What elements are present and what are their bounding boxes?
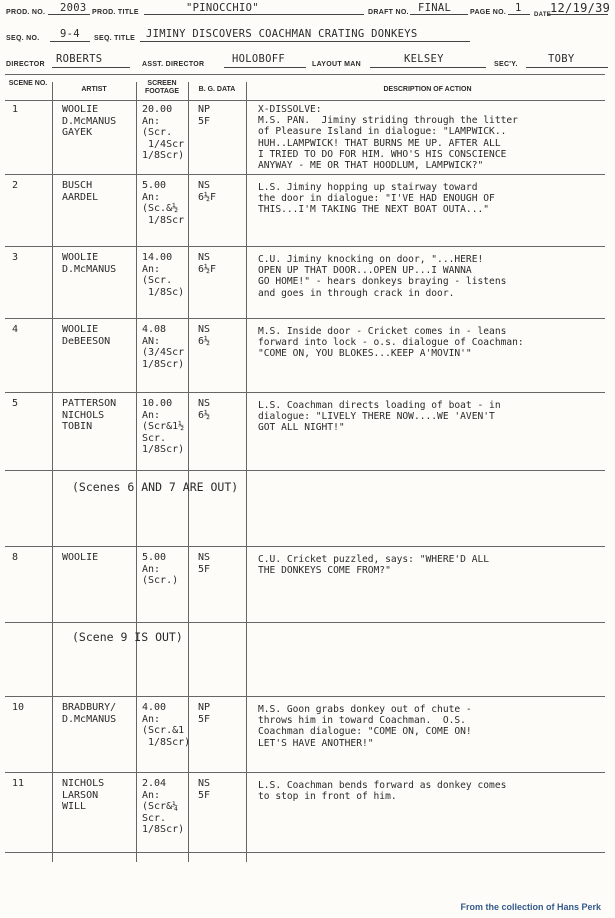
header-row-2 bbox=[0, 26, 615, 48]
scene-no: 10 bbox=[12, 702, 25, 713]
scene-no: 4 bbox=[12, 324, 19, 335]
scene-no: 1 bbox=[12, 104, 19, 115]
description: X-DISSOLVE: M.S. PAN. Jiminy striding through the litter of Pleasure Island in dialogue: "LAMPWICK.. HUH..LAMPWICK! THAT BURNS ME UP. AFTER ALL I TRIED TO DO FOR HIM. WHO'S HIS CONSCIENCE ANYWAY - ME OR THAT HOODLUM, LAMPWICK?" bbox=[258, 104, 518, 172]
director-label: DIRECTOR bbox=[6, 61, 45, 68]
col-screen-footage: SCREEN FOOTAGE bbox=[144, 80, 180, 95]
description: M.S. Goon grabs donkey out of chute - throws him in toward Coachman. O.S. Coachman dialogue: "COME ON, COME ON! LET'S HAVE ANOTHER!" bbox=[258, 704, 472, 749]
col-scene-no: SCENE NO. bbox=[8, 80, 48, 87]
asst-director: HOLOBOFF bbox=[232, 53, 285, 65]
seq-no: 9-4 bbox=[60, 28, 80, 40]
artist: NICHOLS LARSON WILL bbox=[62, 778, 105, 812]
date: 12/19/39 bbox=[550, 1, 611, 15]
bg-data: NP 5F bbox=[198, 702, 211, 725]
draft-no-label: DRAFT NO. bbox=[368, 9, 409, 16]
scene-no: 3 bbox=[12, 252, 19, 263]
artist: WOOLIE DeBEESON bbox=[62, 324, 111, 347]
artist: WOOLIE D.McMANUS GAYEK bbox=[62, 104, 117, 138]
footage: 20.00 An: (Scr. 1/4Scr 1/8Scr) bbox=[142, 104, 185, 161]
scene-no: 2 bbox=[12, 180, 19, 191]
footage: 5.00 An: (Sc.&½ 1/8Scr bbox=[142, 180, 185, 226]
description: C.U. Jiminy knocking on door, "...HERE! OPEN UP THAT DOOR...OPEN UP...I WANNA GO HOME!" - hears donkeys braying - listens and goes in through crack in door. bbox=[258, 254, 507, 299]
artist: BUSCH AARDEL bbox=[62, 180, 99, 203]
scene-no: 11 bbox=[12, 778, 25, 789]
artist: WOOLIE bbox=[62, 552, 99, 563]
secy-label: SEC'Y. bbox=[494, 61, 518, 68]
artist: PATTERSON NICHOLS TOBIN bbox=[62, 398, 117, 432]
bg-data: NS 6½F bbox=[198, 252, 217, 275]
bg-data: NS 5F bbox=[198, 778, 211, 801]
prod-title: "PINOCCHIO" bbox=[186, 2, 259, 14]
page-no-label: PAGE NO. bbox=[470, 9, 507, 16]
scenes-out-note: (Scenes 6 AND 7 ARE OUT) bbox=[72, 480, 239, 494]
col-bg-data: B. G. DATA bbox=[198, 86, 236, 93]
layout-man: KELSEY bbox=[404, 53, 444, 65]
description: C.U. Cricket puzzled, says: "WHERE'D ALL THE DONKEYS COME FROM?" bbox=[258, 554, 490, 577]
footage: 14.00 An: (Scr. 1/8Sc) bbox=[142, 252, 185, 298]
description: L.S. Coachman bends forward as donkey comes to stop in front of him. bbox=[258, 780, 507, 803]
seq-no-label: SEQ. NO. bbox=[6, 35, 40, 42]
artist: WOOLIE D.McMANUS bbox=[62, 252, 117, 275]
bg-data: NS 6½F bbox=[198, 180, 217, 203]
scene-no: 5 bbox=[12, 398, 19, 409]
footage: 4.08 AN: (3/4Scr 1/8Scr) bbox=[142, 324, 185, 370]
bg-data: NS 6½ bbox=[198, 324, 211, 347]
description: M.S. Inside door - Cricket comes in - leans forward into lock - o.s. dialogue of Coachman: "COME ON, YOU BLOKES...KEEP A'MOVIN'" bbox=[258, 326, 524, 360]
col-artist: ARTIST bbox=[81, 86, 107, 93]
footage: 5.00 An: (Scr.) bbox=[142, 552, 179, 586]
header-row-3 bbox=[0, 52, 615, 74]
seq-title-label: SEQ. TITLE bbox=[94, 35, 136, 42]
collection-credit: From the collection of Hans Perk bbox=[460, 902, 601, 912]
bg-data: NS 6½ bbox=[198, 398, 211, 421]
bg-data: NS 5F bbox=[198, 552, 211, 575]
footage: 4.00 An: (Scr.&1 1/8Scr) bbox=[142, 702, 191, 748]
seq-title: JIMINY DISCOVERS COACHMAN CRATING DONKEYS bbox=[146, 28, 418, 40]
scene-no: 8 bbox=[12, 552, 19, 563]
header-row-1 bbox=[0, 0, 615, 22]
draft-no: FINAL bbox=[418, 2, 452, 14]
prod-no-label: PROD. NO. bbox=[6, 9, 46, 16]
description: L.S. Jiminy hopping up stairway toward the door in dialogue: "I'VE HAD ENOUGH OF THIS...I'M TAKING THE NEXT BOAT OUTA..." bbox=[258, 182, 495, 216]
prod-no: 2003 bbox=[60, 2, 87, 14]
prod-title-label: PROD. TITLE bbox=[92, 9, 139, 16]
date-label: DATE bbox=[534, 12, 552, 18]
footage: 2.04 An: (Scr&¼ Scr. 1/8Scr) bbox=[142, 778, 185, 835]
secy: TOBY bbox=[548, 53, 575, 65]
footage: 10.00 An: (Scr&1½ Scr. 1/8Scr) bbox=[142, 398, 185, 455]
description: L.S. Coachman directs loading of boat - in dialogue: "LIVELY THERE NOW....WE 'AVEN'T GOT ALL NIGHT!" bbox=[258, 400, 501, 434]
asst-director-label: ASST. DIRECTOR bbox=[142, 61, 205, 68]
bg-data: NP 5F bbox=[198, 104, 211, 127]
artist: BRADBURY/ D.McMANUS bbox=[62, 702, 117, 725]
page-no: 1 bbox=[515, 2, 522, 14]
scene-out-note: (Scene 9 IS OUT) bbox=[72, 630, 183, 644]
layout-man-label: LAYOUT MAN bbox=[312, 61, 362, 68]
director: ROBERTS bbox=[56, 53, 103, 65]
col-description: DESCRIPTION OF ACTION bbox=[383, 86, 472, 93]
